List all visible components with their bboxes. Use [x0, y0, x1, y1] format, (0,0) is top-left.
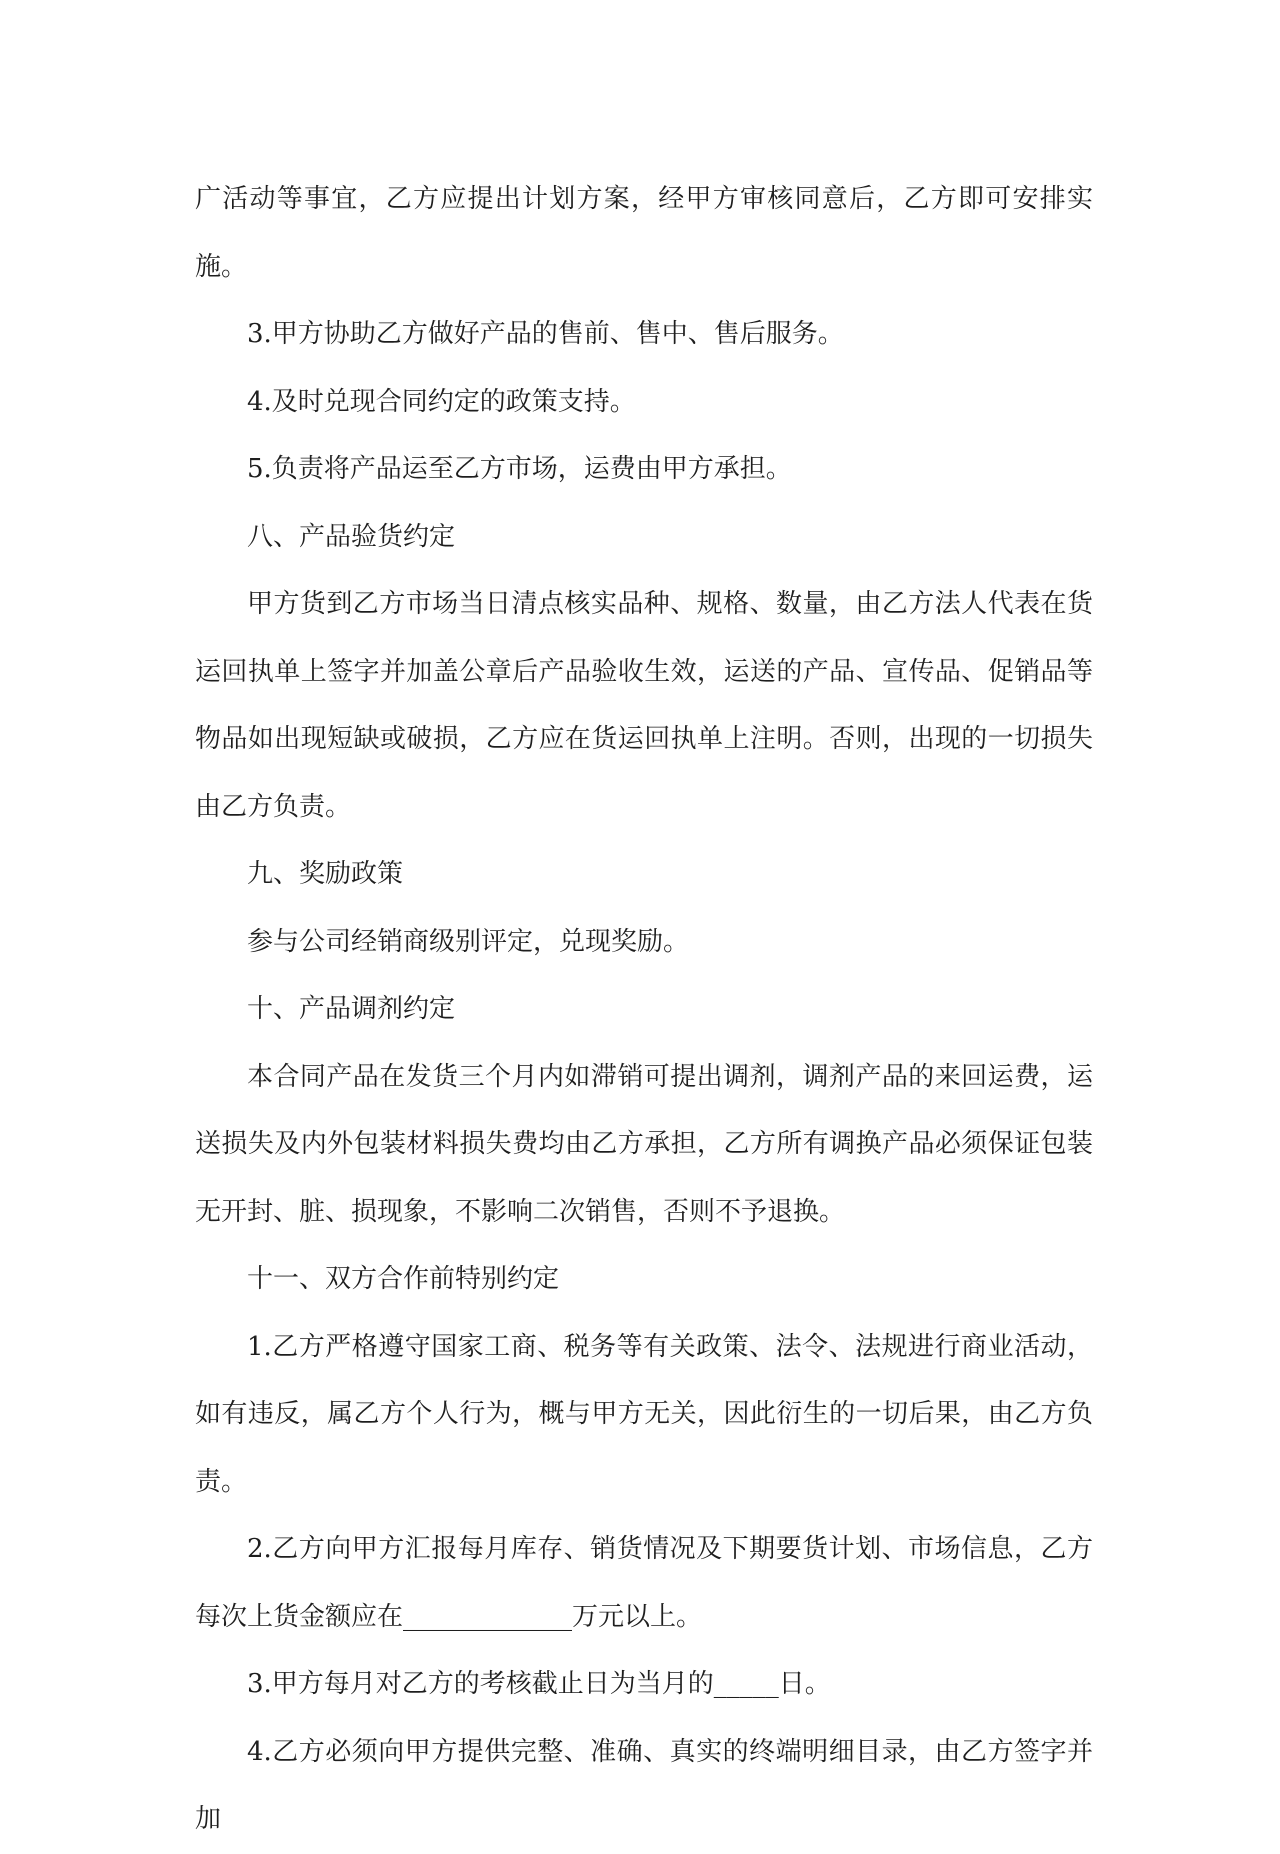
paragraph: 2.乙方向甲方汇报每月库存、销货情况及下期要货计划、市场信息，乙方每次上货金额应在_____________万元以上。	[195, 1534, 1093, 1632]
section-heading: 十一、双方合作前特别约定	[247, 1264, 560, 1294]
paragraph: 本合同产品在发货三个月内如滞销可提出调剂，调剂产品的来回运费，运送损失及内外包装材料损失费均由乙方承担，乙方所有调换产品必须保证包装无开封、脏、损现象，不影响二次销售，否则不予退换。	[195, 1061, 1093, 1227]
paragraph: 5.负责将产品运至乙方市场，运费由甲方承担。	[247, 454, 792, 484]
paragraph: 3.甲方每月对乙方的考核截止日为当月的_____日。	[247, 1669, 831, 1699]
paragraph: 4.及时兑现合同约定的政策支持。	[247, 386, 636, 417]
section-heading: 十、产品调剂约定	[247, 994, 456, 1024]
section-heading: 八、产品验货约定	[247, 521, 456, 552]
document-body	[195, 166, 1093, 1854]
section-heading: 九、奖励政策	[247, 859, 404, 889]
paragraph: 广活动等事宜，乙方应提出计划方案，经甲方审核同意后，乙方即可安排实施。	[195, 184, 1093, 282]
paragraph: 参与公司经销商级别评定，兑现奖励。	[247, 926, 690, 957]
paragraph: 4.乙方必须向甲方提供完整、准确、真实的终端明细目录，由乙方签字并加	[195, 1736, 1093, 1834]
paragraph: 甲方货到乙方市场当日清点核实品种、规格、数量，由乙方法人代表在货运回执单上签字并加盖公章后产品验收生效，运送的产品、宣传品、促销品等物品如出现短缺或破损，乙方应在货运回执单上注明。否则，出现的一切损失由乙方负责。	[195, 589, 1093, 822]
paragraph: 3.甲方协助乙方做好产品的售前、售中、售后服务。	[247, 319, 844, 349]
paragraph: 1.乙方严格遵守国家工商、税务等有关政策、法令、法规进行商业活动，如有违反，属乙方个人行为，概与甲方无关，因此衍生的一切后果，由乙方负责。	[195, 1331, 1093, 1497]
